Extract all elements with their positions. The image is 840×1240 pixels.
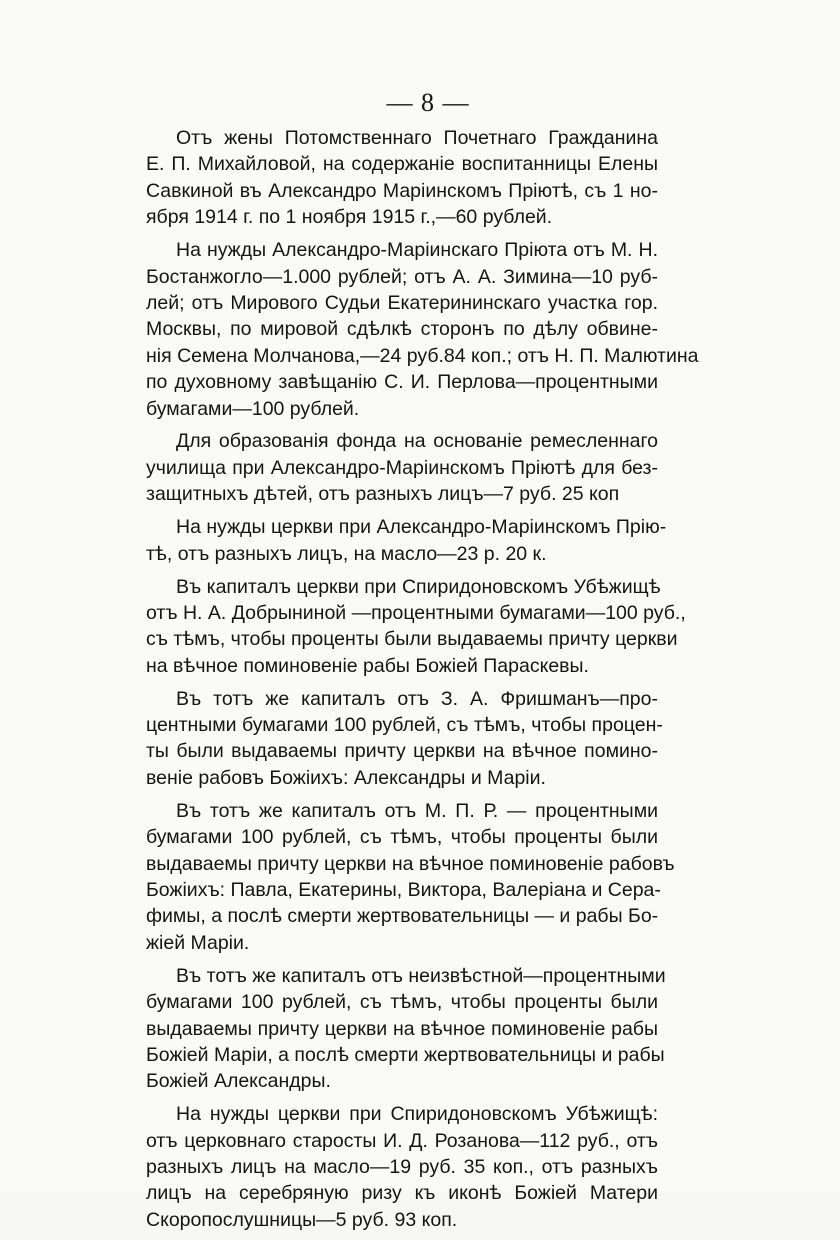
paragraph <box>146 686 663 792</box>
text-line: Божіей Маріи, а послѣ смерти жертвовательницы и рабы <box>146 1043 665 1066</box>
text-line: Божіихъ: Павла, Екатерины, Виктора, Валеріана и Сера- <box>146 878 661 901</box>
text-line: бумагами—100 рублей. <box>146 397 360 420</box>
text-line: училища при Александро-Маріинскомъ Пріютѣ для без- <box>146 456 658 479</box>
text-line: На нужды церкви при Спиридоновскомъ Убѣжищѣ: <box>176 1103 658 1126</box>
text-line: Въ тотъ же капиталъ отъ неизвѣстной—процентными <box>176 964 666 987</box>
text-line: жіей Маріи. <box>146 931 250 954</box>
text-line: Е. П. Михайловой, на содержаніе воспитанницы Елены <box>146 153 658 176</box>
text-line: Савкиной въ Александро Маріинскомъ Пріютѣ, съ 1 но- <box>146 179 658 202</box>
text-line: Божіей Александры. <box>146 1070 331 1093</box>
text-line: На нужды Александро-Маріинскаго Пріюта отъ М. Н. <box>176 239 658 262</box>
text-line: разныхъ лицъ на масло—19 руб. 35 коп., отъ разныхъ <box>146 1156 658 1179</box>
text-line: лицъ на серебряную ризу къ иконѣ Божіей Матери <box>146 1182 658 1205</box>
text-line: На нужды церкви при Александро-Маріинскомъ Прію- <box>176 516 667 539</box>
paragraph <box>146 237 699 422</box>
text-line: лей; отъ Мирового Судьи Екатерининскаго участка гор. <box>146 291 658 314</box>
text-line: фимы, а послѣ смерти жертвовательницы — и рабы Бо- <box>146 905 659 928</box>
text-line: выдаваемы причту церкви на вѣчное поминовеніе рабовъ <box>146 852 675 875</box>
text-line: Москвы, по мировой сдѣлкѣ сторонъ по дѣлу обвине- <box>146 318 658 341</box>
text-line: отъ церковнаго старосты И. Д. Розанова—112 руб., отъ <box>146 1129 658 1152</box>
text-line: Для образованія фонда на основаніе ремесленнаго <box>176 430 658 453</box>
page-number: — 8 — <box>386 88 470 117</box>
text-line: Въ капиталъ церкви при Спиридоновскомъ Убѣжищѣ <box>176 575 661 598</box>
body-text <box>146 125 699 1240</box>
paragraph <box>146 1101 658 1233</box>
text-line: ября 1914 г. по 1 ноября 1915 г.,—60 рублей. <box>146 206 553 229</box>
text-line: нія Семена Молчанова,—24 руб.84 коп.; отъ Н. П. Малютина <box>146 344 699 367</box>
text-line: на вѣчное поминовеніе рабы Божіей Параскевы. <box>146 654 589 677</box>
text-line: Въ тотъ же капиталъ отъ М. П. Р. — процентными <box>176 799 658 822</box>
text-line: центными бумагами 100 рублей, съ тѣмъ, чтобы процен- <box>146 714 663 737</box>
text-line: ты были выдаваемы причту церкви на вѣчное помино- <box>146 740 658 763</box>
paragraph <box>146 125 658 231</box>
paragraph <box>146 514 667 567</box>
text-line: отъ Н. А. Добрыниной —процентными бумагами—100 руб., <box>146 601 686 624</box>
text-line: съ тѣмъ, чтобы проценты были выдаваемы причту церкви <box>146 628 678 651</box>
text-line: защитныхъ дѣтей, отъ разныхъ лицъ—7 руб. 25 коп <box>146 483 620 506</box>
text-line: веніе рабовъ Божіихъ: Александры и Маріи. <box>146 766 546 789</box>
paragraph <box>146 798 675 956</box>
paragraph <box>146 428 658 507</box>
text-line: бумагами 100 рублей, съ тѣмъ, чтобы проценты были <box>146 826 658 849</box>
text-line: Бостанжогло—1.000 рублей; отъ А. А. Зимина—10 руб- <box>146 265 658 288</box>
text-line: по духовному завѣщанію С. И. Перлова—процентными <box>146 371 658 394</box>
paragraph <box>146 574 686 680</box>
text-line: выдаваемы причту церкви на вѣчное поминовеніе рабы <box>146 1017 658 1040</box>
text-line: Отъ жены Потомственнаго Почетнаго Гражданина <box>176 127 658 149</box>
text-line: бумагами 100 рублей, съ тѣмъ, чтобы проценты были <box>146 991 658 1014</box>
paragraph <box>146 963 666 1095</box>
text-line: тѣ, отъ разныхъ лицъ, на масло—23 р. 20 к. <box>146 542 547 565</box>
text-line: Скоропослушницы—5 руб. 93 коп. <box>146 1208 458 1231</box>
text-line: Въ тотъ же капиталъ отъ З. А. Фришманъ—про- <box>176 687 658 710</box>
